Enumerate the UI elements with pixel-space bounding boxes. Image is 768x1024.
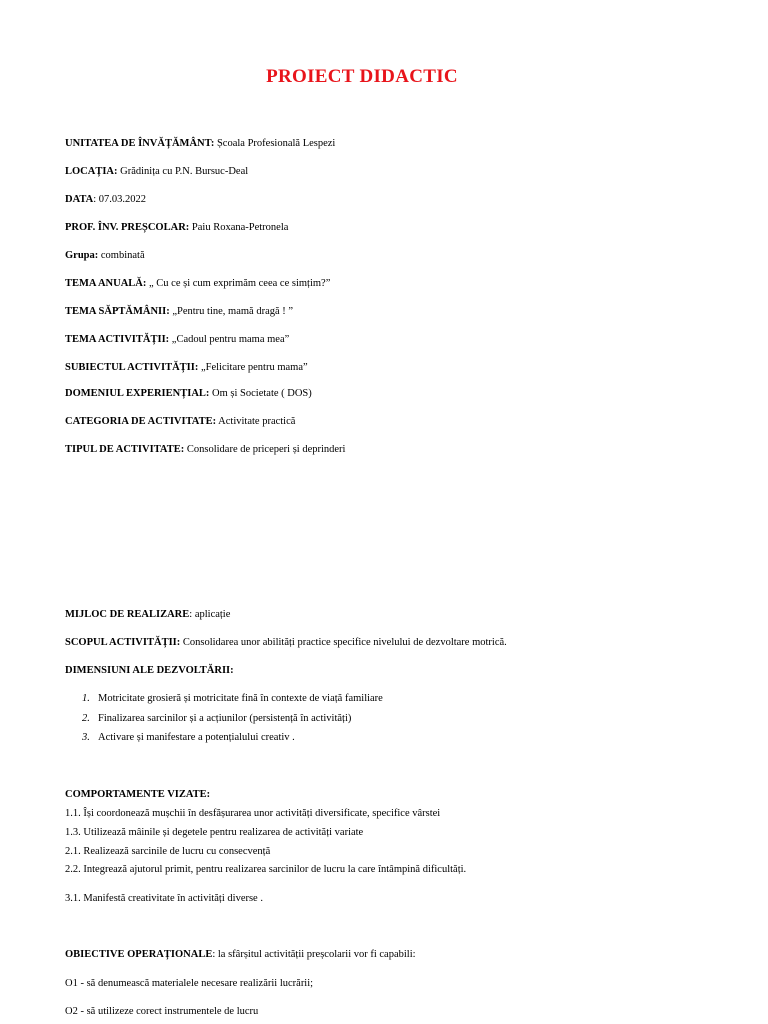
field-tipul: TIPUL DE ACTIVITATE: Consolidare de priceperi și deprinderi (65, 444, 346, 455)
field-unitate: UNITATEA DE ÎNVĂȚĂMÂNT: Școala Profesională Lespezi (65, 138, 336, 149)
field-locatia: LOCAȚIA: Grădinița cu P.N. Bursuc-Deal (65, 166, 249, 177)
field-tema-activitatii: TEMA ACTIVITĂȚII: „Cadoul pentru mama mea” (65, 334, 290, 345)
list-item: 1. Motricitate grosieră și motricitate fină în contexte de viață familiare (82, 693, 383, 704)
obiectiv-item: O2 - să utilizeze corect instrumentele de lucru (65, 1006, 259, 1017)
field-domeniul: DOMENIUL EXPERIENȚIAL: Om și Societate ( DOS) (65, 388, 312, 399)
field-categoria: CATEGORIA DE ACTIVITATE: Activitate practică (65, 416, 296, 427)
field-tema-anuala: TEMA ANUALĂ: „ Cu ce și cum exprimăm ceea ce simțim?” (65, 278, 331, 289)
list-item: 2. Finalizarea sarcinilor și a acțiunilor (persistență în activități) (82, 713, 352, 724)
section-dimensiuni: DIMENSIUNI ALE DEZVOLTĂRII: (65, 665, 234, 676)
field-tema-saptamanii: TEMA SĂPTĂMÂNII: „Pentru tine, mamă dragă ! ” (65, 306, 294, 317)
comportament-item: 2.2. Integrează ajutorul primit, pentru realizarea sarcinilor de lucru la care întâmpină dificultăți. (65, 864, 467, 875)
comportament-item: 1.1. Își coordonează mușchii în desfășurarea unor activități diversificate, specifice vârstei (65, 808, 441, 819)
comportament-item: 2.1. Realizează sarcinile de lucru cu consecvență (65, 846, 271, 857)
comportament-item: 3.1. Manifestă creativitate în activități diverse . (65, 893, 263, 904)
field-mijloc: MIJLOC DE REALIZARE: aplicație (65, 609, 231, 620)
obiectiv-item: O1 - să denumească materialele necesare realizării lucrării; (65, 978, 314, 989)
list-item: 3. Activare și manifestare a potențialului creativ . (82, 732, 295, 743)
section-comportamente: COMPORTAMENTE VIZATE: (65, 789, 211, 800)
field-scopul: SCOPUL ACTIVITĂȚII: Consolidarea unor abilități practice specifice nivelului de dezvoltare motrică. (65, 637, 507, 648)
field-prof: PROF. ÎNV. PREȘCOLAR: Paiu Roxana-Petronela (65, 222, 289, 233)
comportament-item: 1.3. Utilizează mâinile și degetele pentru realizarea de activități variate (65, 827, 364, 838)
section-obiective: OBIECTIVE OPERAȚIONALE: la sfârșitul activității preșcolarii vor fi capabili: (65, 949, 416, 960)
field-data: DATA: 07.03.2022 (65, 194, 146, 205)
field-grupa: Grupa: combinată (65, 250, 145, 261)
page-title: PROIECT DIDACTIC (266, 66, 458, 87)
field-subiectul: SUBIECTUL ACTIVITĂȚII: „Felicitare pentru mama” (65, 362, 308, 373)
